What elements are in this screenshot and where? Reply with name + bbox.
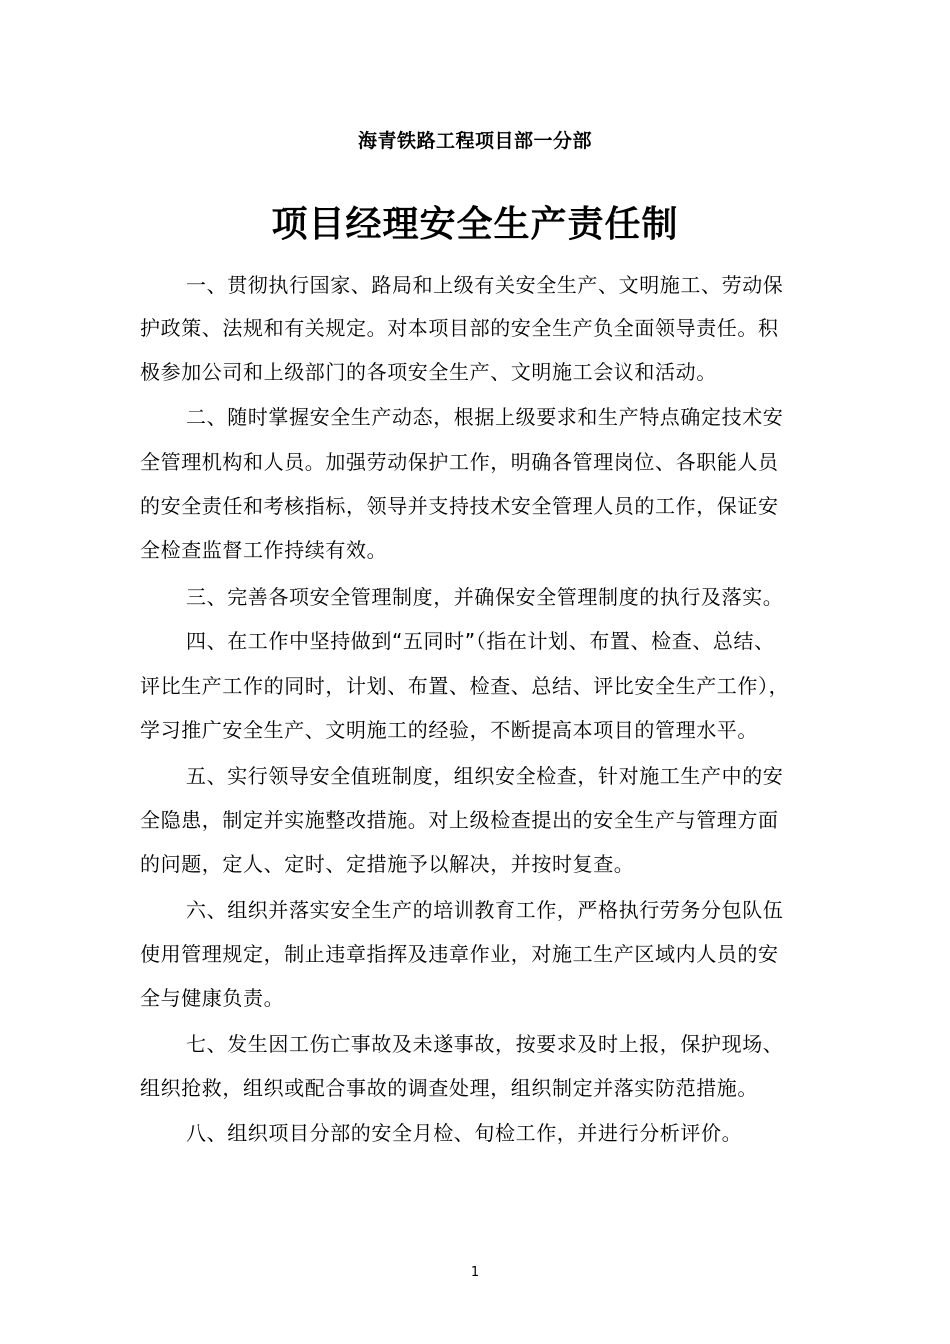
paragraph-5-line-1: 五、实行领导安全值班制度，组织安全检查，针对施工生产中的安 (186, 764, 784, 788)
paragraph-2-line-1: 二、随时掌握安全生产动态，根据上级要求和生产特点确定技术安 (186, 405, 784, 429)
paragraph-2-line-3: 的安全责任和考核指标，领导并支持技术安全管理人员的工作，保证安 (140, 494, 779, 518)
paragraph-4-line-2: 评比生产工作的同时，计划、布置、检查、总结、评比安全生产工作）， (140, 674, 790, 698)
paragraph-7-line-2: 组织抢救，组织或配合事故的调查处理，组织制定并落实防范措施。 (140, 1076, 758, 1100)
paragraph-7-line-1: 七、发生因工伤亡事故及未遂事故，按要求及时上报，保护现场、 (186, 1032, 784, 1056)
organization-title: 海青铁路工程项目部一分部 (357, 130, 592, 152)
paragraph-4-line-3: 学习推广安全生产、文明施工的经验，不断提高本项目的管理水平。 (140, 718, 758, 742)
paragraph-1-line-2: 护政策、法规和有关规定。对本项目部的安全生产负全面领导责任。积 (140, 316, 779, 340)
paragraph-2-line-2: 全管理机构和人员。加强劳动保护工作，明确各管理岗位、各职能人员 (140, 450, 779, 474)
paragraph-6-line-2: 使用管理规定，制止违章指挥及违章作业，对施工生产区域内人员的安 (140, 942, 779, 966)
paragraph-2-line-4: 全检查监督工作持续有效。 (140, 538, 388, 562)
page-number: 1 (470, 1265, 480, 1280)
paragraph-6-line-1: 六、组织并落实安全生产的培训教育工作，严格执行劳务分包队伍 (186, 898, 784, 922)
paragraph-6-line-3: 全与健康负责。 (140, 986, 285, 1010)
paragraph-4-line-1: 四、在工作中坚持做到“五同时”（指在计划、布置、检查、总结、 (186, 629, 775, 653)
paragraph-5-line-2: 全隐患，制定并实施整改措施。对上级检查提出的安全生产与管理方面 (140, 808, 779, 832)
document-title: 项目经理安全生产责任制 (271, 204, 679, 245)
paragraph-1-line-3: 极参加公司和上级部门的各项安全生产、文明施工会议和活动。 (140, 360, 717, 384)
paragraph-3-line-1: 三、完善各项安全管理制度，并确保安全管理制度的执行及落实。 (186, 585, 784, 609)
paragraph-1-line-1: 一、贯彻执行国家、路局和上级有关安全生产、文明施工、劳动保 (186, 273, 784, 297)
paragraph-5-line-3: 的问题，定人、定时、定措施予以解决，并按时复查。 (140, 852, 635, 876)
paragraph-8-line-1: 八、组织项目分部的安全月检、旬检工作，并进行分析评价。 (186, 1121, 743, 1145)
